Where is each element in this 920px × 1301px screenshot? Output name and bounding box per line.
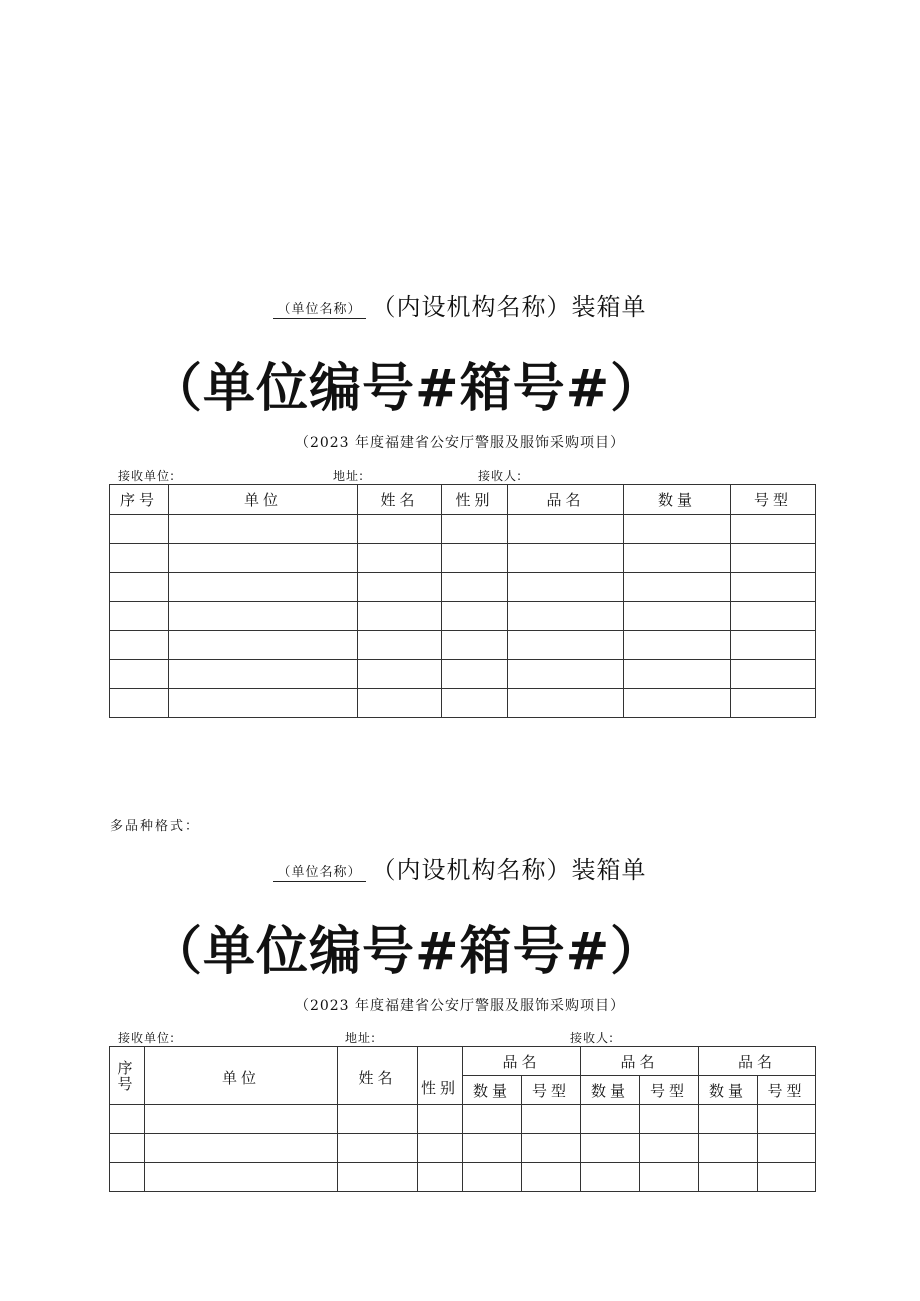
table-cell[interactable] xyxy=(169,515,358,544)
table-cell[interactable] xyxy=(442,631,508,660)
table-cell[interactable] xyxy=(110,544,169,573)
header-size: 号型 xyxy=(731,485,816,515)
table-cell[interactable] xyxy=(508,544,624,573)
section2-title xyxy=(0,850,920,885)
header-size-3: 号型 xyxy=(758,1076,816,1105)
table-cell[interactable] xyxy=(169,689,358,718)
table-row xyxy=(110,660,816,689)
table-cell[interactable] xyxy=(581,1105,640,1134)
section2-receiver-unit-label: 接收单位: xyxy=(118,1031,176,1045)
section1-title xyxy=(0,287,920,322)
table-cell[interactable] xyxy=(699,1134,758,1163)
table-cell[interactable] xyxy=(110,515,169,544)
table-cell[interactable] xyxy=(624,573,731,602)
table-cell[interactable] xyxy=(169,544,358,573)
header-product-3: 品名 xyxy=(699,1047,816,1076)
table-cell[interactable] xyxy=(110,1134,145,1163)
table-row xyxy=(110,1105,816,1134)
table-cell[interactable] xyxy=(508,689,624,718)
table-cell[interactable] xyxy=(169,602,358,631)
header-seq: 序号 xyxy=(110,485,169,515)
header-product: 品名 xyxy=(508,485,624,515)
table-cell[interactable] xyxy=(442,602,508,631)
table-cell[interactable] xyxy=(640,1163,699,1192)
header-gender: 性别 xyxy=(442,485,508,515)
table-cell[interactable] xyxy=(508,602,624,631)
table-cell[interactable] xyxy=(581,1163,640,1192)
table-cell[interactable] xyxy=(338,1105,418,1134)
section1-unit-name: （单位名称） xyxy=(273,302,365,319)
table-row xyxy=(110,544,816,573)
table-cell[interactable] xyxy=(624,631,731,660)
table-cell[interactable] xyxy=(758,1134,816,1163)
section2-unit-name: （单位名称） xyxy=(273,865,365,882)
header-product-2: 品名 xyxy=(581,1047,699,1076)
header-name: 姓名 xyxy=(338,1047,418,1105)
table-cell[interactable] xyxy=(418,1134,463,1163)
header-unit: 单位 xyxy=(145,1047,338,1105)
header-size-1: 号型 xyxy=(522,1076,581,1105)
table-cell[interactable] xyxy=(338,1134,418,1163)
table-cell[interactable] xyxy=(358,689,442,718)
table-cell[interactable] xyxy=(731,631,816,660)
table-row xyxy=(110,1134,816,1163)
table-cell[interactable] xyxy=(338,1163,418,1192)
table-cell[interactable] xyxy=(508,573,624,602)
header-quantity: 数量 xyxy=(624,485,731,515)
table-cell[interactable] xyxy=(110,573,169,602)
table-cell[interactable] xyxy=(169,660,358,689)
header-name: 姓名 xyxy=(358,485,442,515)
table-cell[interactable] xyxy=(731,689,816,718)
table-cell[interactable] xyxy=(145,1163,338,1192)
table-cell[interactable] xyxy=(699,1105,758,1134)
section2-code-line: （单位编号#箱号#） xyxy=(150,922,664,982)
section2-address-label: 地址: xyxy=(345,1031,377,1045)
table-cell[interactable] xyxy=(508,515,624,544)
table-cell[interactable] xyxy=(442,660,508,689)
table-header-row-top xyxy=(110,1047,816,1076)
section1-receiver-label: 接收人: xyxy=(478,469,523,483)
table-cell[interactable] xyxy=(731,573,816,602)
header-unit: 单位 xyxy=(169,485,358,515)
table-cell[interactable] xyxy=(145,1105,338,1134)
table-cell[interactable] xyxy=(624,515,731,544)
section2-org-title: （内设机构名称）装箱单 xyxy=(371,856,647,884)
section1-code-line: （单位编号#箱号#） xyxy=(150,359,664,419)
table-cell[interactable] xyxy=(358,660,442,689)
header-seq xyxy=(110,1047,145,1105)
table-cell[interactable] xyxy=(110,689,169,718)
table-cell[interactable] xyxy=(508,660,624,689)
section2-project: （2023 年度福建省公安厅警服及服饰采购项目） xyxy=(294,998,626,1014)
table-cell[interactable] xyxy=(522,1105,581,1134)
table-row xyxy=(110,689,816,718)
table-cell[interactable] xyxy=(110,1105,145,1134)
table-cell[interactable] xyxy=(442,515,508,544)
table-cell[interactable] xyxy=(169,573,358,602)
table-cell[interactable] xyxy=(699,1163,758,1192)
table-cell[interactable] xyxy=(358,515,442,544)
table-cell[interactable] xyxy=(463,1163,522,1192)
table-cell[interactable] xyxy=(640,1134,699,1163)
section1-org-title: （内设机构名称）装箱单 xyxy=(371,293,647,321)
table-cell[interactable] xyxy=(418,1105,463,1134)
section1-receiver-unit-label: 接收单位: xyxy=(118,469,176,483)
table-cell[interactable] xyxy=(731,660,816,689)
table-cell[interactable] xyxy=(758,1163,816,1192)
table-row xyxy=(110,631,816,660)
table-cell[interactable] xyxy=(442,689,508,718)
header-seq-top: 序 xyxy=(117,1058,137,1077)
table-cell[interactable] xyxy=(624,602,731,631)
multi-product-note: 多品种格式： xyxy=(110,819,201,834)
table-cell[interactable] xyxy=(358,602,442,631)
table-cell[interactable] xyxy=(110,602,169,631)
table-row xyxy=(110,602,816,631)
table-cell[interactable] xyxy=(624,689,731,718)
table-cell[interactable] xyxy=(640,1105,699,1134)
table-cell[interactable] xyxy=(522,1134,581,1163)
header-seq-bottom: 号 xyxy=(117,1074,137,1093)
table-cell[interactable] xyxy=(522,1163,581,1192)
section2-packing-table xyxy=(109,1046,816,1192)
table-cell[interactable] xyxy=(581,1134,640,1163)
header-product-1: 品名 xyxy=(463,1047,581,1076)
section1-project: （2023 年度福建省公安厅警服及服饰采购项目） xyxy=(294,435,626,451)
table-cell[interactable] xyxy=(463,1134,522,1163)
table-cell[interactable] xyxy=(508,631,624,660)
table-cell[interactable] xyxy=(110,631,169,660)
table-cell[interactable] xyxy=(758,1105,816,1134)
table-cell[interactable] xyxy=(418,1163,463,1192)
table-row xyxy=(110,1163,816,1192)
table-row xyxy=(110,573,816,602)
table-row xyxy=(110,515,816,544)
table-cell[interactable] xyxy=(358,573,442,602)
header-quantity-2: 数量 xyxy=(581,1076,640,1105)
table-cell[interactable] xyxy=(463,1105,522,1134)
table-cell[interactable] xyxy=(169,631,358,660)
header-quantity-1: 数量 xyxy=(463,1076,522,1105)
table-cell[interactable] xyxy=(624,660,731,689)
header-size-2: 号型 xyxy=(640,1076,699,1105)
table-cell[interactable] xyxy=(110,660,169,689)
table-cell[interactable] xyxy=(624,544,731,573)
table-cell[interactable] xyxy=(442,544,508,573)
table-header-row xyxy=(110,485,816,515)
table-cell[interactable] xyxy=(358,631,442,660)
section1-address-label: 地址: xyxy=(333,469,365,483)
table-cell[interactable] xyxy=(110,1163,145,1192)
table-cell[interactable] xyxy=(442,573,508,602)
table-cell[interactable] xyxy=(358,544,442,573)
section2-receiver-label: 接收人: xyxy=(570,1031,615,1045)
table-cell[interactable] xyxy=(731,602,816,631)
header-quantity-3: 数量 xyxy=(699,1076,758,1105)
section1-packing-table xyxy=(109,484,816,718)
table-cell[interactable] xyxy=(731,544,816,573)
header-gender: 性别 xyxy=(418,1047,463,1105)
table-cell[interactable] xyxy=(731,515,816,544)
table-cell[interactable] xyxy=(145,1134,338,1163)
